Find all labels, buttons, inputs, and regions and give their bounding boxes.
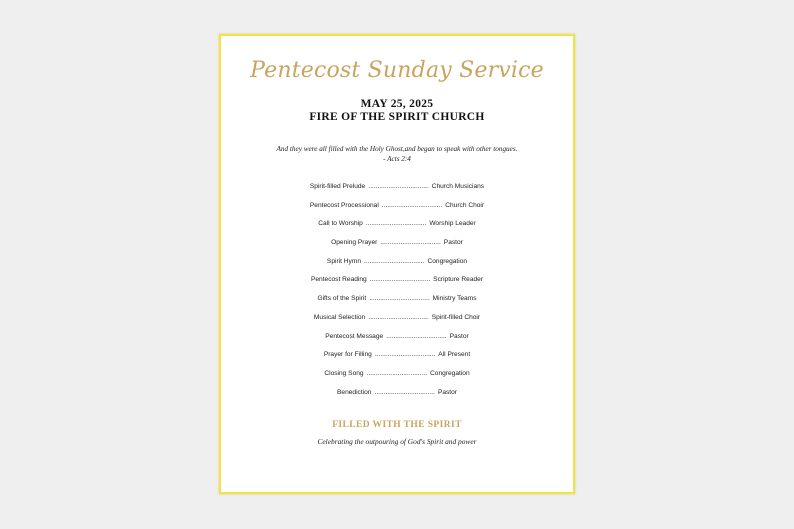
closing-subtitle: Celebrating the outpouring of God's Spirit and power	[317, 437, 477, 446]
program-item	[221, 219, 573, 238]
item-leader: Spirit-filled Choir	[431, 313, 481, 321]
program-item	[221, 388, 573, 407]
item-dots: .................................	[369, 276, 431, 284]
church-name: FIRE OF THE SPIRIT CHURCH	[309, 111, 485, 123]
item-leader: Worship Leader	[429, 220, 476, 228]
program-item	[221, 201, 573, 220]
item-part: Spirit Hymn	[326, 257, 361, 265]
program-item	[221, 332, 573, 351]
verse-reference: - Acts 2:4	[383, 155, 411, 163]
program-item	[221, 275, 573, 294]
item-dots: .................................	[386, 332, 447, 340]
item-part: Gifts of the Spirit	[317, 295, 367, 303]
item-dots: .................................	[364, 257, 425, 265]
program-item	[221, 369, 573, 388]
item-dots: .................................	[366, 369, 428, 377]
item-leader: Scripture Reader	[433, 276, 484, 284]
item-dots: .................................	[380, 239, 441, 247]
program-item	[221, 257, 573, 276]
service-date: MAY 25, 2025	[360, 98, 434, 110]
item-leader: All Present	[438, 351, 471, 359]
item-leader: Congregation	[427, 257, 468, 265]
item-part: Spirit-filled Prelude	[309, 183, 366, 190]
item-leader: Pastor	[437, 388, 457, 396]
item-dots: .................................	[374, 351, 436, 359]
item-part: Call to Worship	[318, 220, 363, 228]
item-leader: Pastor	[443, 239, 463, 247]
item-part: Opening Prayer	[331, 239, 378, 247]
program-item	[221, 313, 573, 332]
program-item	[221, 182, 573, 201]
item-leader: Ministry Teams	[432, 295, 477, 303]
item-dots: .................................	[368, 183, 429, 190]
item-leader: Church Musicians	[431, 183, 485, 190]
item-part: Closing Song	[324, 369, 364, 377]
item-leader: Pastor	[449, 332, 469, 340]
item-dots: .................................	[365, 220, 427, 228]
service-title: Pentecost Sunday Service	[250, 58, 544, 83]
verse-text: And they were all filled with the Holy Ghost,and began to speak with other tongues.	[276, 145, 518, 153]
item-part: Benediction	[337, 388, 372, 396]
item-dots: .................................	[374, 388, 435, 396]
item-part: Pentecost Message	[325, 332, 384, 340]
item-part: Pentecost Processional	[309, 201, 379, 209]
program-page	[219, 34, 575, 494]
program-item	[221, 238, 573, 257]
item-dots: .................................	[381, 201, 443, 209]
item-leader: Church Choir	[445, 201, 485, 209]
item-part: Prayer for Filling	[323, 351, 372, 359]
item-part: Pentecost Reading	[310, 276, 367, 284]
item-dots: .................................	[369, 295, 430, 303]
item-leader: Congregation	[430, 369, 470, 377]
item-part: Musical Selection	[313, 313, 366, 321]
scripture-verse	[221, 144, 573, 164]
closing-heading: FILLED WITH THE SPIRIT	[332, 420, 462, 430]
program-item	[221, 350, 573, 369]
item-dots: .................................	[368, 313, 429, 321]
program-item	[221, 294, 573, 313]
order-of-service	[221, 182, 573, 406]
